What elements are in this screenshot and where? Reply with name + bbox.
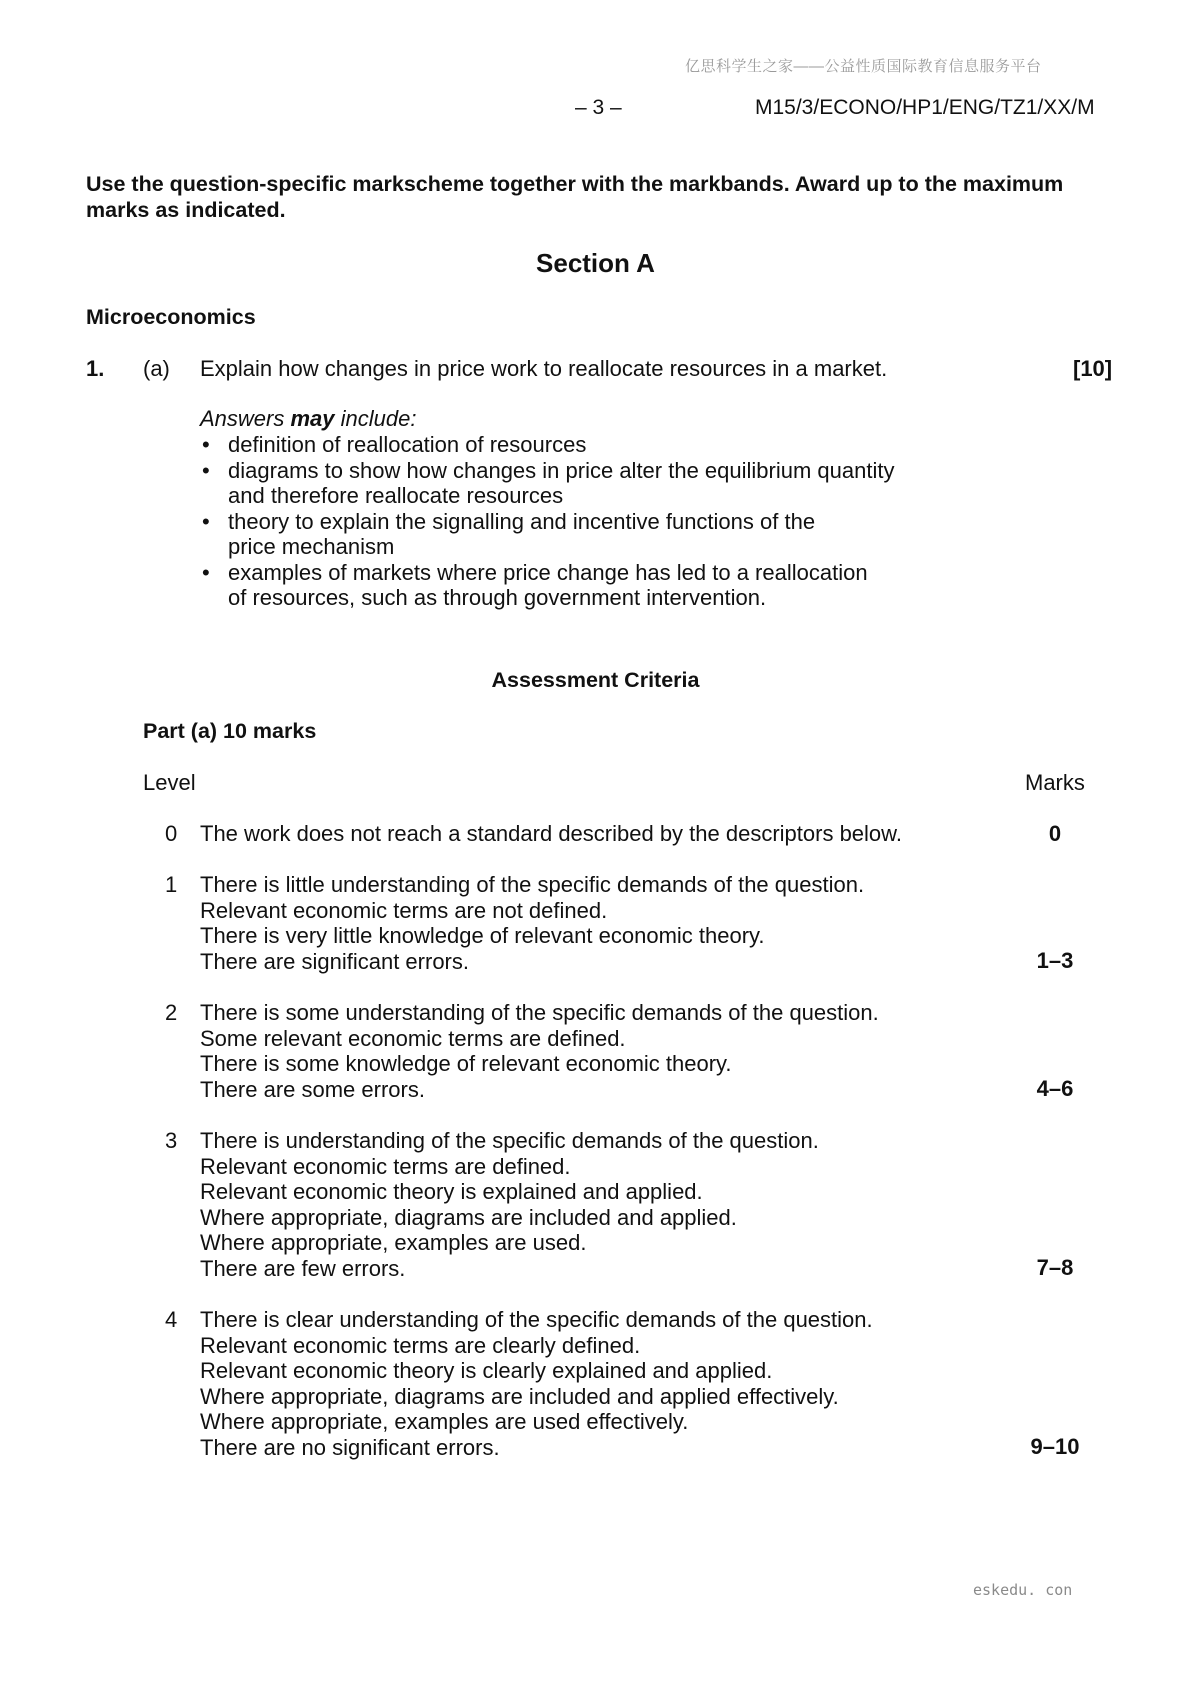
answers-intro [200,406,416,432]
level-column-header: Level [143,770,196,795]
criteria-part-title: Part (a) 10 marks [143,719,317,743]
answer-bullet: • definition of reallocation of resources [200,432,1000,458]
descriptor-line: There are few errors. [200,1255,406,1281]
descriptor-line: Where appropriate, diagrams are included and applied effectively. [200,1383,839,1409]
level-marks: 4–6 [1036,1076,1074,1101]
header-watermark: 亿思科学生之家——公益性质国际教育信息服务平台 [685,58,1042,75]
level-descriptors [200,1000,879,1102]
level-marks: 1–3 [1036,948,1074,973]
level-marks: 9–10 [1030,1434,1080,1459]
level-descriptors [200,872,864,974]
level-marks: 7–8 [1036,1255,1074,1280]
descriptor-line: There are significant errors. [200,948,469,974]
level-marks: 0 [1048,821,1062,846]
descriptor-line: Relevant economic terms are not defined. [200,897,608,923]
level-number: 2 [165,1000,178,1025]
level-descriptors [200,1128,819,1281]
descriptor-line: There are some errors. [200,1076,425,1102]
topic-heading: Microeconomics [86,305,256,329]
section-title: Section A [536,248,655,278]
level-number: 3 [165,1128,178,1153]
answer-bullet: • diagrams to show how changes in price alter the equilibrium quantity and therefore reallocate resources [200,458,1000,509]
answer-bullet-list [200,432,1000,611]
level-descriptors [200,821,902,847]
answers-intro-pre: Answers [200,406,291,431]
descriptor-line: Relevant economic theory is explained and applied. [200,1179,703,1204]
descriptor-line: Where appropriate, diagrams are included and applied. [200,1204,737,1230]
criteria-title: Assessment Criteria [491,668,700,692]
footer-watermark: eskedu. con [973,1581,1073,1599]
descriptor-line: Where appropriate, examples are used effectively. [200,1409,689,1434]
descriptor-line: There is some knowledge of relevant economic theory. [200,1051,732,1076]
descriptor-line: There is very little knowledge of relevant economic theory. [200,923,765,948]
descriptor-line: There is little understanding of the specific demands of the question. [200,872,865,897]
descriptor-line: There is understanding of the specific demands of the question. [200,1128,819,1153]
level-number: 0 [165,821,178,846]
level-number: 4 [165,1307,178,1332]
marks-column-header: Marks [1025,770,1085,795]
descriptor-line: Relevant economic theory is clearly explained and applied. [200,1358,773,1383]
descriptor-line: There are no significant errors. [200,1434,500,1460]
marking-instructions: Use the question-specific markscheme together with the markbands. Award up to the maximum marks as indicated. [86,172,1064,222]
descriptor-line: Where appropriate, examples are used. [200,1230,587,1255]
descriptor-line: Some relevant economic terms are defined. [200,1025,626,1051]
document-code: M15/3/ECONO/HP1/ENG/TZ1/XX/M [755,96,1095,119]
answer-bullet: • theory to explain the signalling and incentive functions of the price mechanism [200,509,1000,560]
descriptor-line: Relevant economic terms are clearly defined. [200,1332,641,1358]
question-marks: [10] [1073,356,1113,381]
answer-bullet: • examples of markets where price change has led to a reallocation of resources, such as through government intervention. [200,560,1000,611]
question-text: Explain how changes in price work to reallocate resources in a market. [200,356,888,381]
level-number: 1 [165,872,178,897]
descriptor-line: There is clear understanding of the specific demands of the question. [200,1307,873,1332]
level-descriptors [200,1307,873,1460]
question-part: (a) [143,356,170,381]
descriptor-line: Relevant economic terms are defined. [200,1153,571,1179]
answers-intro-post: include: [334,406,417,431]
descriptor-line: There is some understanding of the specific demands of the question. [200,1000,879,1025]
answers-intro-emphasis: may [290,406,335,431]
descriptor-line: The work does not reach a standard described by the descriptors below. [200,821,902,846]
page-number: – 3 – [575,96,622,119]
question-number: 1. [86,356,105,381]
